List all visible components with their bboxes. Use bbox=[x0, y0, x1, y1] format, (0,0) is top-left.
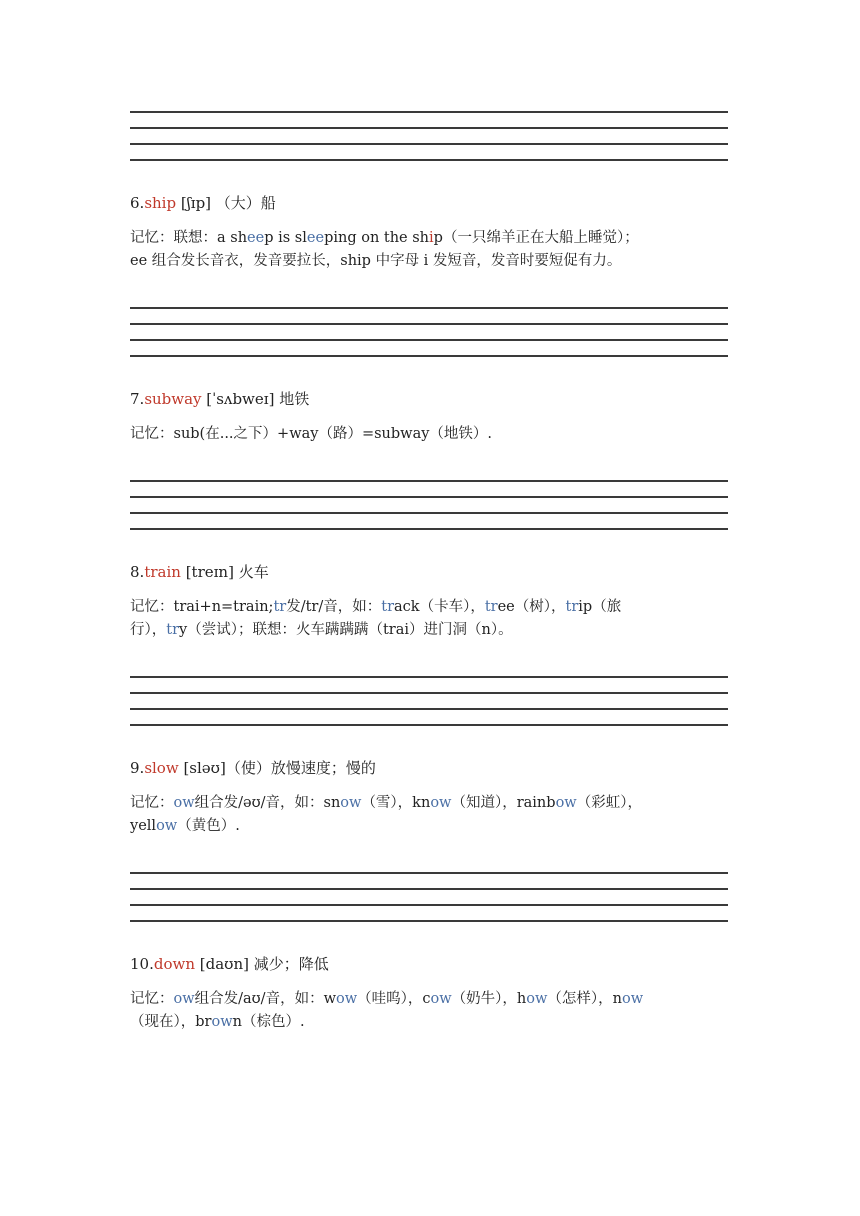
writing-lines bbox=[130, 872, 728, 936]
entry-heading: 10.down [daʊn] 减少；降低 bbox=[130, 955, 329, 973]
vocab-word: down bbox=[153, 955, 195, 973]
memory-text: （奶牛），h bbox=[451, 991, 527, 1007]
highlighted-letters: ow bbox=[156, 818, 178, 834]
highlighted-letters: ee bbox=[306, 230, 325, 246]
highlighted-letters: tr bbox=[273, 599, 287, 615]
memory-line bbox=[130, 1011, 730, 1034]
writing-lines bbox=[130, 676, 728, 740]
vocab-entry-6 bbox=[130, 193, 730, 273]
highlighted-letters: tr bbox=[565, 599, 579, 615]
writing-lines bbox=[130, 111, 728, 175]
phonetic: [treɪn] bbox=[180, 563, 239, 581]
memory-note bbox=[130, 423, 730, 446]
vocab-word: subway bbox=[144, 390, 202, 408]
memory-line bbox=[130, 596, 730, 619]
memory-text: n（棕色）. bbox=[232, 1014, 305, 1030]
memory-text: 记忆：联想：a sh bbox=[130, 230, 248, 246]
vocab-word: slow bbox=[144, 759, 179, 777]
memory-line bbox=[130, 988, 730, 1011]
vocab-entry-7 bbox=[130, 389, 730, 446]
memory-note bbox=[130, 792, 730, 838]
phonetic: [sləʊ] bbox=[178, 759, 226, 777]
memory-text: y（尝试）；联想：火车蹒蹒蹒（trai）进门洞（n）。 bbox=[179, 622, 513, 638]
highlighted-letters: tr bbox=[166, 622, 180, 638]
highlighted-letters: ow bbox=[211, 1014, 233, 1030]
writing-lines bbox=[130, 307, 728, 371]
memory-text: （知道），rainb bbox=[451, 795, 556, 811]
highlighted-letters: ow bbox=[555, 795, 577, 811]
phonetic: [ʃɪp] bbox=[176, 194, 216, 212]
memory-text: （彩虹）， bbox=[576, 795, 642, 811]
phonetic: [daʊn] bbox=[195, 955, 254, 973]
meaning: （使）放慢速度；慢的 bbox=[225, 759, 376, 777]
memory-line bbox=[130, 250, 730, 273]
vocab-word: ship bbox=[144, 194, 177, 212]
memory-text: ping on the sh bbox=[324, 230, 430, 246]
writing-lines bbox=[130, 480, 728, 544]
memory-note bbox=[130, 596, 730, 642]
memory-line bbox=[130, 227, 730, 250]
entry-heading: 8.train [treɪn] 火车 bbox=[130, 563, 269, 581]
highlighted-letters: i bbox=[429, 230, 434, 246]
highlighted-letters: tr bbox=[381, 599, 395, 615]
highlighted-letters: ow bbox=[430, 795, 452, 811]
highlighted-letters: ow bbox=[335, 991, 358, 1007]
vocab-entry-8 bbox=[130, 562, 730, 642]
highlighted-letters: ow bbox=[430, 991, 452, 1007]
memory-text: （黄色）. bbox=[177, 818, 240, 834]
highlighted-letters: ow bbox=[526, 991, 548, 1007]
entry-heading: 6.ship [ʃɪp] （大）船 bbox=[130, 194, 276, 212]
phonetic: [ˈsʌbweɪ] bbox=[201, 390, 280, 408]
vocab-entry-10 bbox=[130, 954, 730, 1034]
memory-text: ack（卡车）， bbox=[394, 599, 485, 615]
entry-heading: 9.slow [sləʊ]（使）放慢速度；慢的 bbox=[130, 759, 376, 777]
memory-text: p（一只绵羊正在大船上睡觉）； bbox=[433, 230, 639, 246]
memory-note bbox=[130, 227, 730, 273]
vocab-entry-9 bbox=[130, 758, 730, 838]
highlighted-letters: ow bbox=[622, 991, 644, 1007]
memory-text: ee 组合发长音衣，发音要拉长，ship 中字母 i 发短音，发音时要短促有力。 bbox=[130, 253, 622, 269]
memory-text: 记忆：sub(在...之下）+way（路）=subway（地铁）. bbox=[130, 426, 493, 442]
meaning: 地铁 bbox=[279, 390, 310, 408]
meaning: 减少；降低 bbox=[253, 955, 329, 973]
vocab-word: train bbox=[144, 563, 181, 581]
memory-line bbox=[130, 619, 730, 642]
memory-text: ip（旅 bbox=[578, 599, 622, 615]
memory-text: （雪），kn bbox=[361, 795, 431, 811]
meaning: （大）船 bbox=[215, 194, 276, 212]
memory-text: 组合发/aʊ/音，如：w bbox=[194, 991, 336, 1007]
memory-line bbox=[130, 792, 730, 815]
memory-line bbox=[130, 423, 730, 446]
memory-text: ee（树）， bbox=[497, 599, 566, 615]
memory-text: 记忆： bbox=[130, 795, 174, 811]
memory-text: p is sl bbox=[264, 230, 307, 246]
memory-text: 行）， bbox=[130, 622, 167, 638]
entry-heading: 7.subway [ˈsʌbweɪ] 地铁 bbox=[130, 390, 310, 408]
memory-text: 组合发/əʊ/音，如：sn bbox=[194, 795, 341, 811]
highlighted-letters: ow bbox=[340, 795, 362, 811]
memory-text: （现在），br bbox=[130, 1014, 212, 1030]
memory-text: yell bbox=[130, 818, 157, 834]
highlighted-letters: tr bbox=[484, 599, 498, 615]
highlighted-letters: ow bbox=[173, 991, 195, 1007]
meaning: 火车 bbox=[238, 563, 269, 581]
memory-text: 记忆： bbox=[130, 991, 174, 1007]
memory-text: （怎样），n bbox=[547, 991, 623, 1007]
highlighted-letters: ow bbox=[173, 795, 195, 811]
memory-text: （哇呜），c bbox=[357, 991, 431, 1007]
highlighted-letters: ee bbox=[247, 230, 265, 246]
memory-note bbox=[130, 988, 730, 1034]
memory-line bbox=[130, 815, 730, 838]
memory-text: 发/tr/音，如： bbox=[286, 599, 382, 615]
memory-text: 记忆：trai+n=train; bbox=[130, 599, 274, 615]
